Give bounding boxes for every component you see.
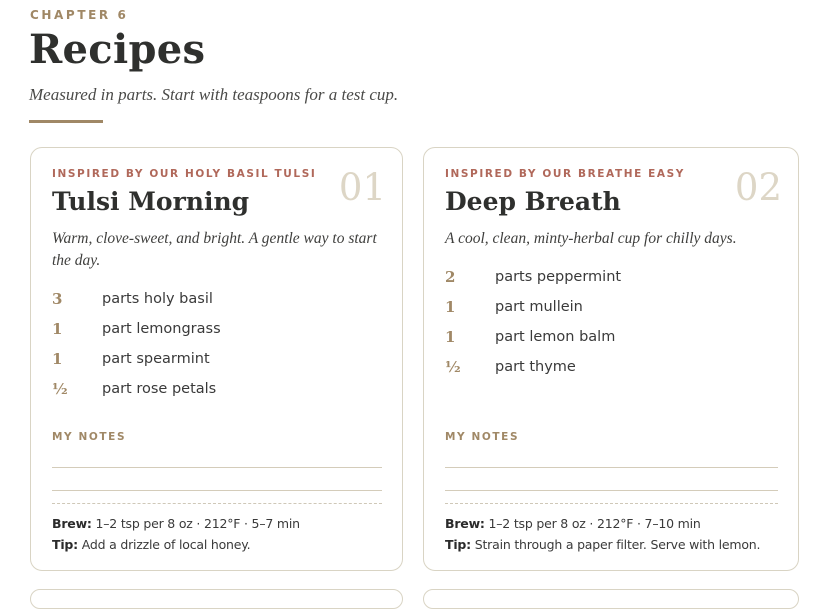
recipe-number: 01 — [338, 166, 386, 209]
ingredient-list — [52, 284, 382, 404]
notes-label: MY NOTES — [445, 431, 520, 443]
notes-line — [445, 467, 778, 468]
ingredient-row — [445, 352, 775, 382]
tip-line — [445, 534, 785, 555]
recipe-inspired-by: INSPIRED BY OUR HOLY BASIL TULSI — [52, 168, 317, 180]
brew-text: 1–2 tsp per 8 oz · 212°F · 7–10 min — [488, 516, 701, 531]
recipe-footer — [445, 513, 785, 555]
recipe-card-partial — [423, 589, 799, 609]
brew-label: Brew: — [445, 516, 485, 531]
tip-line — [52, 534, 392, 555]
ingredient-list — [445, 262, 775, 382]
recipe-description: Warm, clove-sweet, and bright. A gentle way to start the day. — [52, 230, 377, 269]
ingredient-row — [52, 344, 382, 374]
title-rule — [29, 120, 103, 123]
recipe-number: 02 — [734, 166, 782, 209]
notes-line — [52, 490, 382, 491]
ingredient-row — [52, 374, 382, 404]
ingredient-row — [52, 314, 382, 344]
tip-text: Strain through a paper filter. Serve with lemon. — [474, 537, 761, 552]
recipe-description: A cool, clean, minty-herbal cup for chilly days. — [445, 230, 737, 247]
divider — [445, 503, 778, 504]
notes-line — [445, 490, 778, 491]
notes-line — [52, 467, 382, 468]
recipe-card-partial — [30, 589, 403, 609]
ingredient-qty: 1 — [52, 350, 63, 368]
ingredient-row — [52, 284, 382, 314]
ingredient-text: part thyme — [495, 359, 576, 375]
ingredient-text: parts peppermint — [495, 269, 622, 285]
ingredient-qty: 1 — [445, 328, 456, 346]
ingredient-qty: 2 — [445, 268, 456, 286]
brew-line — [445, 513, 785, 534]
recipe-inspired-by: INSPIRED BY OUR BREATHE EASY — [445, 168, 685, 180]
chapter-label: CHAPTER 6 — [30, 8, 129, 22]
brew-label: Brew: — [52, 516, 92, 531]
recipe-card — [30, 147, 403, 571]
ingredient-text: part rose petals — [102, 381, 217, 397]
ingredient-text: part lemon balm — [495, 329, 616, 345]
tip-text: Add a drizzle of local honey. — [81, 537, 251, 552]
ingredient-text: part spearmint — [102, 351, 210, 367]
recipe-name: Tulsi Morning — [52, 187, 250, 216]
recipe-name: Deep Breath — [445, 187, 621, 216]
page-subtitle: Measured in parts. Start with teaspoons for a test cup. — [29, 85, 399, 104]
ingredient-qty: ½ — [52, 380, 68, 398]
ingredient-row — [445, 262, 775, 292]
ingredient-row — [445, 292, 775, 322]
ingredient-qty: ½ — [445, 358, 461, 376]
ingredient-row — [445, 322, 775, 352]
ingredient-qty: 1 — [52, 320, 63, 338]
ingredient-text: part lemongrass — [102, 321, 221, 337]
ingredient-text: parts holy basil — [102, 291, 213, 307]
ingredient-text: part mullein — [495, 299, 583, 315]
ingredient-qty: 1 — [445, 298, 456, 316]
recipe-card — [423, 147, 799, 571]
divider — [52, 503, 382, 504]
brew-line — [52, 513, 392, 534]
tip-label: Tip: — [445, 537, 471, 552]
page-title: Recipes — [29, 26, 206, 73]
notes-label: MY NOTES — [52, 431, 127, 443]
recipe-footer — [52, 513, 392, 555]
ingredient-qty: 3 — [52, 290, 63, 308]
brew-text: 1–2 tsp per 8 oz · 212°F · 5–7 min — [95, 516, 300, 531]
tip-label: Tip: — [52, 537, 78, 552]
